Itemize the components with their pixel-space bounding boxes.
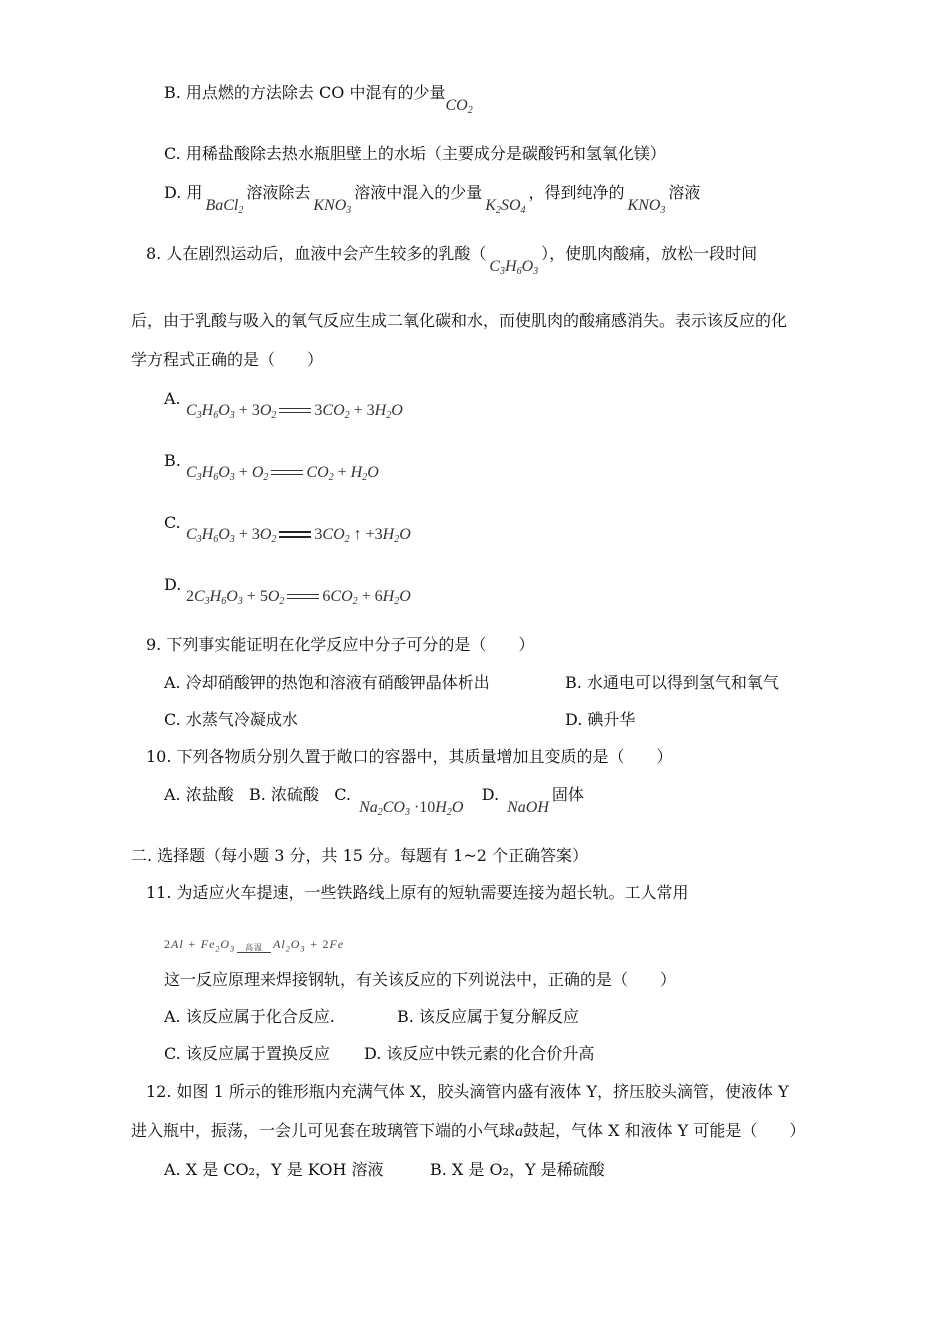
q10-option-d: D. <box>481 785 500 804</box>
q8-equation-b: $C_3H_6O_3 + O_2$ $CO_2 + H_2O$ <box>186 464 379 483</box>
q7-option-c: C. 用稀盐酸除去热水瓶胆壁上的水垢（主要成分是碳酸钙和氢氧化镁） <box>164 144 666 163</box>
q11-option-b: B. 该反应属于复分解反应 <box>397 1007 579 1026</box>
formula-k2so4: $K_2SO_4$ <box>485 197 526 216</box>
q7-option-d: D. 用BaCl$_2$溶液除去$KNO_3$溶液中混入的少量$K_2SO_4$，得到纯净的$KNO_3$溶液 <box>164 183 701 216</box>
q7-option-b: B. 用点燃的方法除去 CO 中混有的少量$CO_2$ <box>164 83 473 116</box>
q8-option-b: B. <box>164 451 181 470</box>
q11-option-d: D. 该反应中铁元素的化合价升高 <box>364 1044 595 1063</box>
q8-equation-c: $C_3H_6O_3 + 3O_2$ $3CO_2$ ↑ $+3H_2O$ <box>186 526 411 545</box>
formula-bacl2: BaCl$_2$ <box>205 197 244 216</box>
formula-naoh: NaOH <box>507 799 549 816</box>
q11-equation: $2Al + Fe_2O_3$ 高温 $Al_2O_3 + 2Fe$ <box>164 937 345 954</box>
q12-stem-line2: 进入瓶中，振荡，一会儿可见套在玻璃管下端的小气球a鼓起，气体 X 和液体 Y 可能是（ ） <box>131 1121 806 1140</box>
q10-option-c: C. <box>334 785 351 804</box>
q9-option-a: A. 冷却硝酸钾的热饱和溶液有硝酸钾晶体析出 <box>164 673 490 692</box>
q10-option-b: B. 浓硫酸 <box>249 785 319 804</box>
q8-equation-d: $2C_3H_6O_3 + 5O_2$ $6CO_2 + 6H_2O$ <box>186 588 411 607</box>
q11-stem-line3: 这一反应原理来焊接钢轨，有关该反应的下列说法中，正确的是（ ） <box>164 970 677 989</box>
q8-stem-line1: 8. 人在剧烈运动后，血液中会产生较多的乳酸$(C_3H_6O_3)$，使肌肉酸痛，放松一段时间 <box>146 244 758 277</box>
q8-option-a: A. <box>164 389 181 408</box>
q11-option-c: C. 该反应属于置换反应 <box>164 1044 330 1063</box>
q8-equation-a: $C_3H_6O_3 + 3O_2$ $3CO_2 + 3H_2O$ <box>186 402 403 421</box>
formula-co2: $CO_2$ <box>445 97 473 116</box>
q10-stem: 10. 下列各物质分别久置于敞口的容器中，其质量增加且变质的是（ ） <box>146 747 673 766</box>
q10-option-a: A. 浓盐酸 <box>164 785 234 804</box>
formula-soda-crystal: $Na_2CO_3 \cdot 10H_2O$ <box>359 799 464 818</box>
q12-option-b: B. X 是 O₂，Y 是稀硫酸 <box>430 1160 605 1179</box>
q9-option-b: B. 水通电可以得到氢气和氧气 <box>565 673 779 692</box>
q8-stem-line2: 后，由于乳酸与吸入的氧气反应生成二氧化碳和水，而使肌肉的酸痛感消失。表示该反应的化 <box>131 311 788 330</box>
q9-option-c: C. 水蒸气冷凝成水 <box>164 710 298 729</box>
q9-stem: 9. 下列事实能证明在化学反应中分子可分的是（ ） <box>146 635 535 654</box>
section-2-title: 二. 选择题（每小题 3 分，共 15 分。每题有 1~2 个正确答案） <box>131 846 588 865</box>
balloon-label: a <box>515 1123 524 1140</box>
formula-kno3-2: $KNO_3$ <box>627 197 666 216</box>
q10-options: A. 浓盐酸 B. 浓硫酸 C. $Na_2CO_3 \cdot 10H_2O$ D. NaOH固体 <box>164 785 584 818</box>
q11-stem: 11. 为适应火车提速，一些铁路线上原有的短轨需要连接为超长轨。工人常用 <box>146 883 689 902</box>
q9-option-d: D. 碘升华 <box>565 710 636 729</box>
q8-stem-line3: 学方程式正确的是（ ） <box>131 350 324 369</box>
q12-stem-line1: 12. 如图 1 所示的锥形瓶内充满气体 X，胶头滴管内盛有液体 Y，挤压胶头滴管，使液体 Y <box>146 1082 789 1101</box>
q12-option-a: A. X 是 CO₂，Y 是 KOH 溶液 <box>164 1160 384 1179</box>
q8-option-c: C. <box>164 513 181 532</box>
q8-option-d: D. <box>164 575 182 594</box>
formula-lactic-acid: $C_3H_6O_3$ <box>489 258 539 277</box>
q11-option-a: A. 该反应属于化合反应. <box>164 1007 335 1026</box>
formula-kno3: $KNO_3$ <box>313 197 352 216</box>
